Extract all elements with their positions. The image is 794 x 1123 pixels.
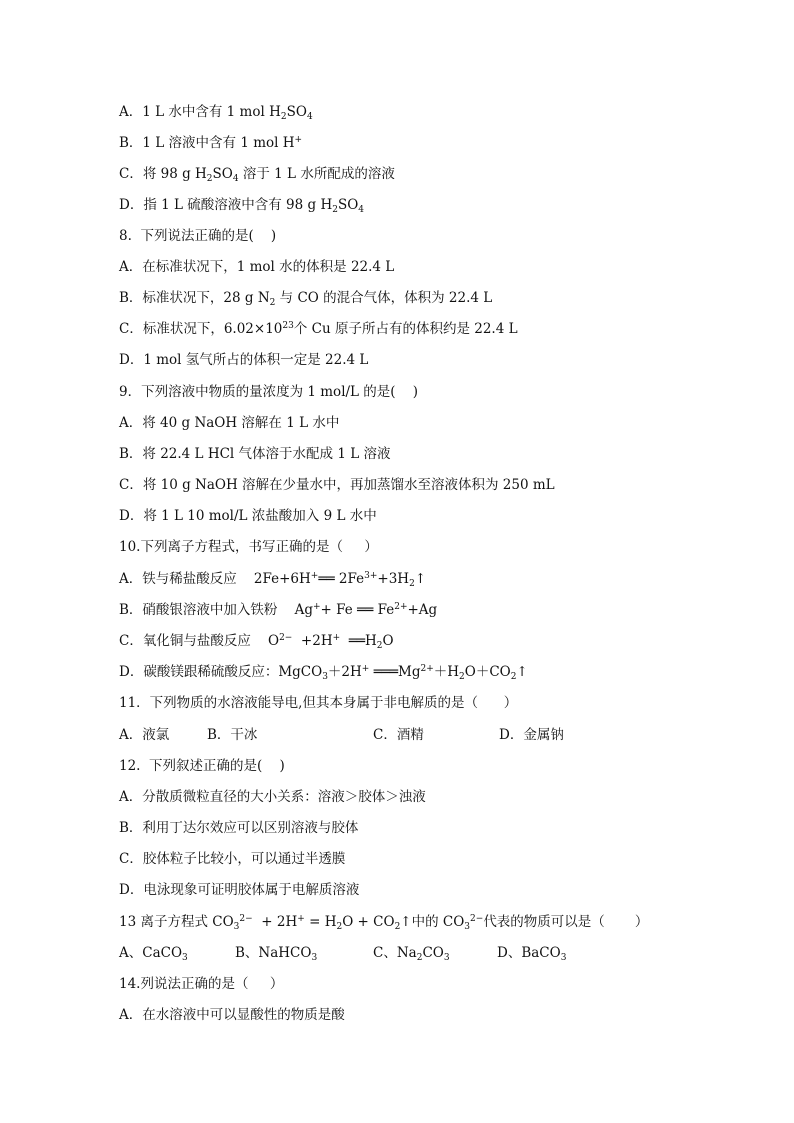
question-9-option-c: C．将 10 g NaOH 溶解在少量水中，再加蒸馏水至溶液体积为 250 mL [119, 477, 555, 493]
question-12-option-a: A．分散质微粒直径的大小关系：溶液＞胶体＞浊液 [119, 789, 426, 805]
question-7-option-d: D．指 1 L 硫酸溶液中含有 98 g $H_2SO_4$ [119, 197, 365, 215]
question-12-stem: 12. 下列叙述正确的是( ) [119, 758, 285, 774]
question-10-stem: 10.下列离子方程式，书写正确的是（ ） [119, 539, 378, 555]
question-11-stem: 11．下列物质的水溶液能导电,但其本身属于非电解质的是（ ） [119, 695, 518, 711]
question-8-option-b: B．标准状况下，28 g $N_2$ 与 CO 的混合气体，体积为 22.4 L [119, 290, 493, 308]
question-8-option-d: D．1 mol 氢气所占的体积一定是 22.4 L [119, 352, 369, 368]
question-14-option-a: A．在水溶液中可以显酸性的物质是酸 [119, 1007, 345, 1023]
question-9-option-a: A．将 40 g NaOH 溶解在 1 L 水中 [119, 415, 340, 431]
question-7-option-c: C．将 98 g $H_2SO_4$ 溶于 1 L 水所配成的溶液 [119, 166, 395, 184]
question-12-option-c: C．胶体粒子比较小，可以通过半透膜 [119, 851, 346, 867]
question-8-option-a: A．在标准状况下，1 mol 水的体积是 22.4 L [119, 259, 395, 275]
question-7-option-b: B．1 L 溶液中含有 1 mol H+ [119, 135, 303, 151]
question-12-option-b: B．利用丁达尔效应可以区别溶液与胶体 [119, 820, 359, 836]
question-9-stem: 9．下列溶液中物质的量浓度为 1 mol/L 的是( ) [119, 384, 419, 400]
question-12-option-d: D．电泳现象可证明胶体属于电解质溶液 [119, 882, 360, 898]
question-9-option-d: D．将 1 L 10 mol/L 浓盐酸加入 9 L 水中 [119, 508, 377, 524]
question-8-option-c: C．标准状况下，$6.02\times 10^{23}$个 Cu 原子所占有的体积约是 22.4 L [119, 321, 518, 337]
question-9-option-b: B．将 22.4 L HCl 气体溶于水配成 1 L 溶液 [119, 446, 391, 462]
question-14-stem: 14.列说法正确的是（ ） [119, 976, 284, 992]
question-10-option-b: B．硝酸银溶液中加入铁粉 Ag++ Fe ══ $Fe^{2+}+Ag$ [119, 602, 438, 618]
question-13-options: A、CaCO$_3$ B、NaHCO$_3$ C、$Na_2CO_3$ D、BaCO$_3$ [119, 945, 567, 963]
question-13-stem: 13 离子方程式 $CO_3^{2-} + 2H^+ = H_2O$ + $CO_2↑$中的 $CO_3^{2-}$代表的物质可以是（ ） [119, 914, 649, 932]
question-11-options: A．液氯 B．干冰 C．酒精 D．金属钠 [119, 727, 564, 743]
question-7-option-a: A．1 L 水中含有 1 mol $H_2SO_4$ [119, 104, 313, 122]
question-10-option-d: D．碳酸镁跟稀硫酸反应：MgCO$_3$＋2H+ $═══Mg^{2+}+H_2O+CO_2↑$ [119, 664, 528, 682]
question-10-option-a: A．铁与稀盐酸反应 2Fe+6H+══ $2Fe^{3+}+3H_2↑$ [119, 571, 427, 589]
question-10-option-c: C．氧化铜与盐酸反应 $O^{2-} +2H^+$ $══H_2O$ [119, 633, 394, 651]
question-8-stem: 8. 下列说法正确的是( ) [119, 228, 277, 244]
